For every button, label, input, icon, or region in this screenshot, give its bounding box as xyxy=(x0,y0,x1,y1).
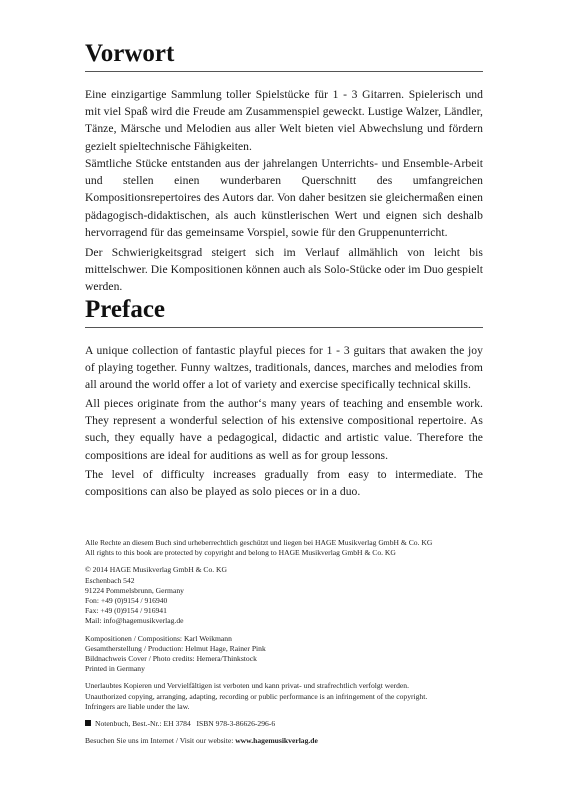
preface-body xyxy=(85,342,483,394)
website-line xyxy=(85,736,505,746)
vorwort-paragraph-2: Sämtliche Stücke entstanden aus der jahrelangen Unterrichts- und Ensemble-Arbeit und stellen einen wunderbaren Querschnitt des umfangreichen Kompositionsrepertoires des Autors dar. Von daher besitzen sie gleichermaßen einen pädagogisch-didaktischen, als auch künstlerischen Wert und eignen sich deshalb hervorragend für das gemeinsame Vorspiel, sowie für den Gruppenunterricht. xyxy=(85,157,483,239)
address-line: 91224 Pommelsbrunn, Germany xyxy=(85,585,184,595)
vorwort-rule xyxy=(85,71,483,72)
credit-line: Gesamtherstellung / Production: Helmut Hage, Rainer Pink xyxy=(85,643,266,653)
credit-line: Printed in Germany xyxy=(85,664,145,674)
vorwort-body xyxy=(85,86,483,155)
preface-paragraph-1: A unique collection of fantastic playful pieces for 1 - 3 guitars that awaken the joy of playing together. Funny waltzes, traditionals, dances, marches and melodies from all around the world offer a lot of variety and exercise specifically technical skills. xyxy=(85,344,483,392)
credit-line: Bildnachweis Cover / Photo credits: Hemera/Thinkstock xyxy=(85,654,257,664)
square-bullet-icon xyxy=(85,720,91,726)
preface-rule xyxy=(85,327,483,328)
preface-paragraph-2: All pieces originate from the author‘s many years of teaching and ensemble work. They represent a wonderful selection of his extensive compositional repertoire. As such, they equally have a pedagogical, didactic and artistic value. Therefore the compositions are ideal for auditions as well as for group lessons. xyxy=(85,397,483,462)
catalog-text: Notenbuch, Best.-Nr.: EH 3784 ISBN 978-3-86626-296-6 xyxy=(95,719,276,729)
vorwort-paragraph-3: Der Schwierigkeitsgrad steigert sich im Verlauf allmählich von leicht bis mittelschwer. Die Kompositionen können auch als Solo-Stücke oder im Duo gespielt werden. xyxy=(85,246,483,294)
preface-body-3 xyxy=(85,466,483,500)
fax-line: Fax: +49 (0)9154 / 916941 xyxy=(85,606,167,616)
preface-section xyxy=(85,296,483,324)
vorwort-body-2 xyxy=(85,155,483,241)
website-prefix: Besuchen Sie uns im Internet / Visit our website: xyxy=(85,736,236,746)
vorwort-paragraph-1: Eine einzigartige Sammlung toller Spielstücke für 1 - 3 Gitarren. Spielerisch und mit viel Spaß wird die Freude am Zusammenspiel geweckt. Lustige Walzer, Ländler, Tänze, Märsche und Melodien aus aller Welt bieten viel Abwechslung und fördern gezielt spieltechnische Fähigkeiten. xyxy=(85,88,483,153)
website-link[interactable]: www.hagemusikverlag.de xyxy=(235,736,318,746)
copying-line: Unerlaubtes Kopieren und Vervielfältigen ist verboten und kann privat- und strafrechtlich verfolgt werden. xyxy=(85,681,409,691)
rights-line-de: Alle Rechte an diesem Buch sind urheberrechtlich geschützt und liegen bei HAGE Musikverlag GmbH & Co. KG xyxy=(85,538,433,547)
vorwort-body-3 xyxy=(85,244,483,296)
preface-heading: Preface xyxy=(85,296,166,323)
copying-line: Infringers are liable under the law. xyxy=(85,701,190,711)
copying-line: Unauthorized copying, arranging, adapting, recording or public performance is an infringement of the copyright. xyxy=(85,691,428,701)
phone-line: Fon: +49 (0)9154 / 916940 xyxy=(85,596,168,606)
preface-paragraph-3: The level of difficulty increases gradually from easy to intermediate. The compositions can also be played as solo pieces or in a duo. xyxy=(85,468,483,499)
vorwort-heading: Vorwort xyxy=(85,40,175,67)
imprint xyxy=(85,538,505,746)
address-line: © 2014 HAGE Musikverlag GmbH & Co. KG xyxy=(85,565,228,575)
credit-line: Kompositionen / Compositions: Karl Weikmann xyxy=(85,633,232,643)
rights-line-en: All rights to this book are protected by copyright and belong to HAGE Musikverlag GmbH & Co. KG xyxy=(85,548,396,558)
vorwort-section xyxy=(85,40,483,68)
catalog-line xyxy=(85,719,505,729)
address-line: Eschenbach 542 xyxy=(85,575,135,585)
mail-line: Mail: info@hagemusikverlag.de xyxy=(85,616,184,626)
preface-body-2 xyxy=(85,395,483,464)
